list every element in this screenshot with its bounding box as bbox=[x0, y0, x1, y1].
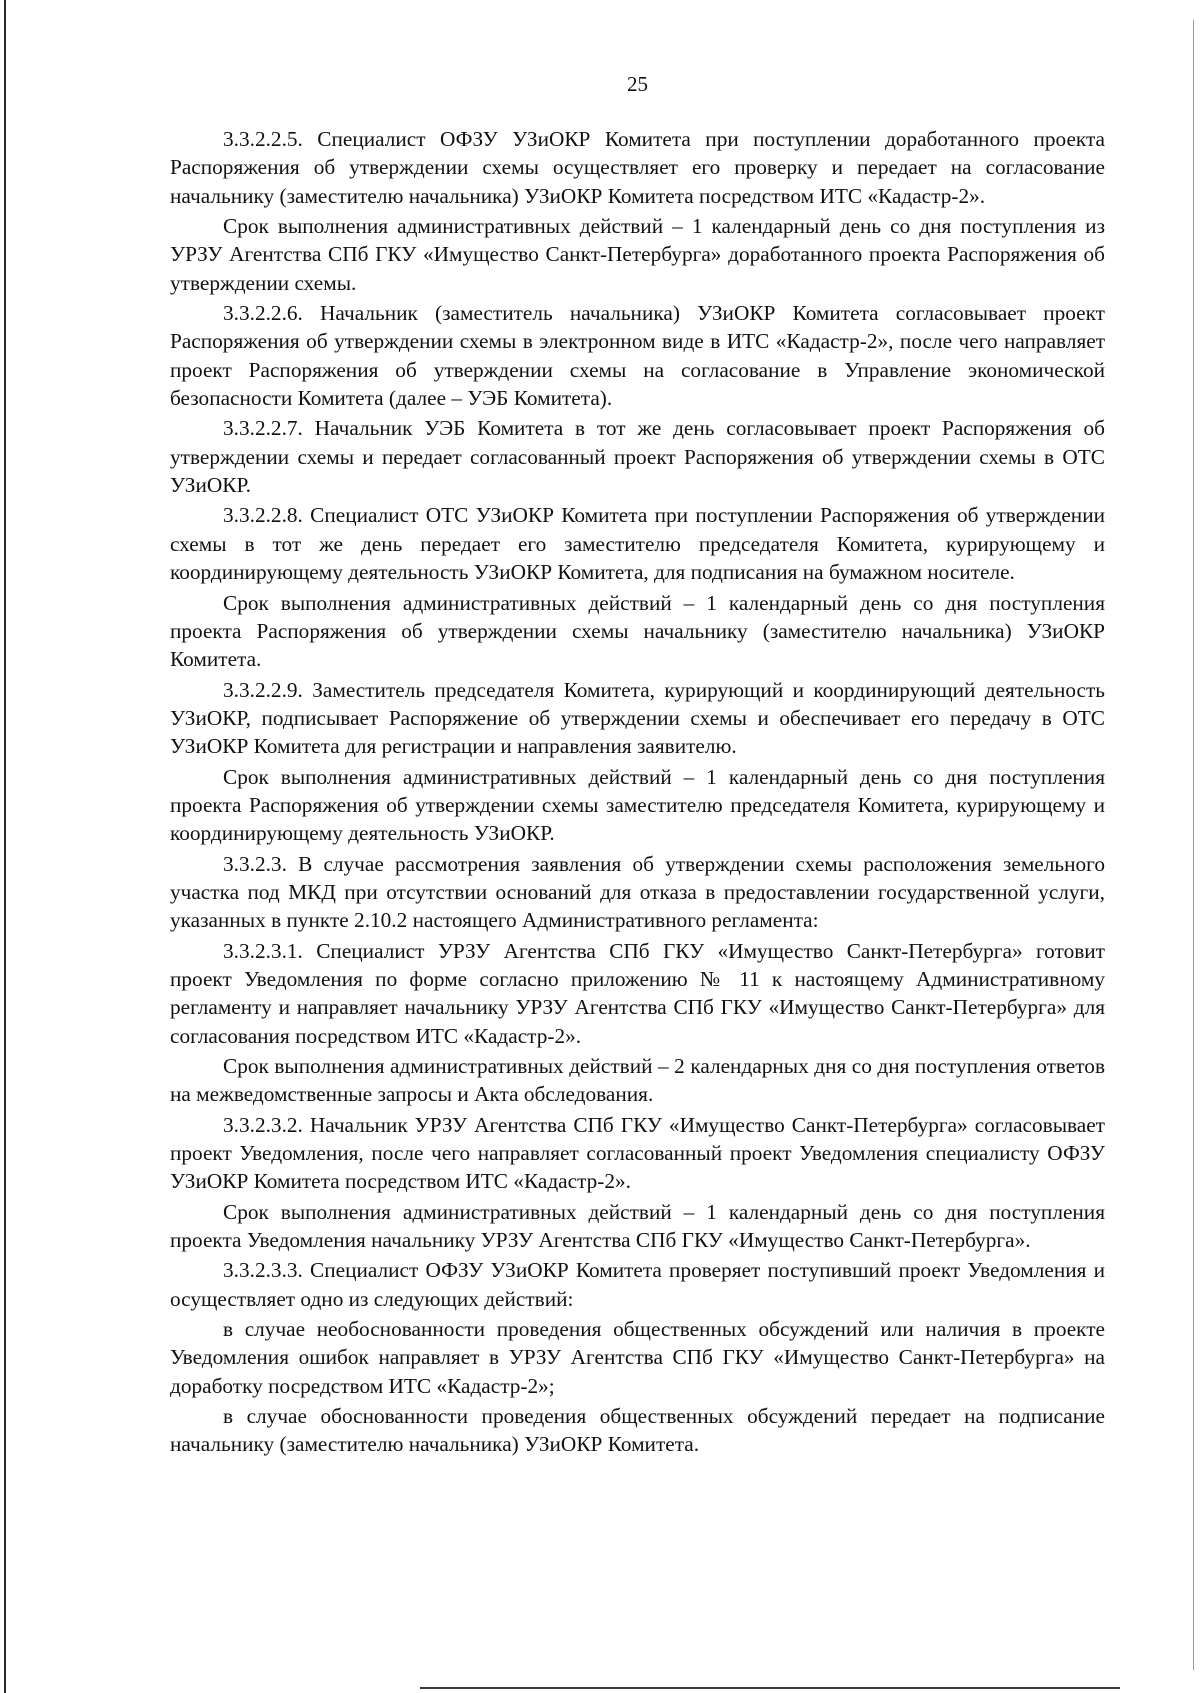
paragraph-3-3-2-3-2: 3.3.2.3.2. Начальник УРЗУ Агентства СПб ГКУ «Имущество Санкт-Петербурга» согласовывает проект Уведомления, после чего направляет согласованный проект Уведомления специалисту ОФЗУ УЗиОКР Комитета посредством ИТС «Кадастр-2». bbox=[170, 1112, 1105, 1194]
paragraph-action-1: в случае необоснованности проведения общественных обсуждений или наличия в проекте Уведомления ошибок направляет в УРЗУ Агентства СПб ГКУ «Имущество Санкт-Петербурга» на доработку посредством ИТС «Кадастр-2»; bbox=[170, 1317, 1105, 1398]
page-number: 25 bbox=[627, 72, 648, 96]
paragraph-deadline-3: Срок выполнения административных действий – 1 календарный день со дня поступления проекта Распоряжения об утверждении схемы заместителю председателя Комитета, курирующему и координирующему деятельность УЗиОКР. bbox=[170, 764, 1105, 846]
paragraph-deadline-1: Срок выполнения административных действий – 1 календарный день со дня поступления из УРЗУ Агентства СПб ГКУ «Имущество Санкт-Петербурга» доработанного проекта Распоряжения об утверждении схемы. bbox=[170, 214, 1105, 295]
paragraph-action-2: в случае обоснованности проведения общественных обсуждений передает на подписание начальнику (заместителю начальника) УЗиОКР Комитета. bbox=[170, 1404, 1105, 1457]
paragraph-3-3-2-3-1: 3.3.2.3.1. Специалист УРЗУ Агентства СПб ГКУ «Имущество Санкт-Петербурга» готовит проект Уведомления по форме согласно приложению № 11 к настоящему Административному регламенту и направляет начальнику УРЗУ Агентства СПб ГКУ «Имущество Санкт-Петербурга» для согласования посредством ИТС «Кадастр-2». bbox=[170, 938, 1105, 1048]
scan-edge-right bbox=[1193, 20, 1194, 1670]
paragraph-3-3-2-2-8: 3.3.2.2.8. Специалист ОТС УЗиОКР Комитета при поступлении Распоряжения об утверждении схемы в тот же день передает его заместителю председателя Комитета, курирующему и координирующему деятельность УЗиОКР Комитета, для подписания на бумажном носителе. bbox=[170, 503, 1105, 585]
paragraph-3-3-2-2-9: 3.3.2.2.9. Заместитель председателя Комитета, курирующий и координирующий деятельность УЗиОКР, подписывает Распоряжение об утверждении схемы и обеспечивает его передачу в ОТС УЗиОКР Комитета для регистрации и направления заявителю. bbox=[170, 677, 1105, 759]
paragraph-3-3-2-3-3: 3.3.2.3.3. Специалист ОФЗУ УЗиОКР Комитета проверяет поступивший проект Уведомления и осуществляет одно из следующих действий: bbox=[170, 1258, 1105, 1311]
paragraph-deadline-4: Срок выполнения административных действий – 2 календарных дня со дня поступления ответов на межведомственные запросы и Акта обследования. bbox=[170, 1054, 1105, 1107]
paragraph-3-3-2-2-7: 3.3.2.2.7. Начальник УЭБ Комитета в тот же день согласовывает проект Распоряжения об утверждении схемы и передает согласованный проект Распоряжения об утверждении схемы в ОТС УЗиОКР. bbox=[170, 416, 1105, 498]
paragraph-deadline-2: Срок выполнения административных действий – 1 календарный день со дня поступления проекта Распоряжения об утверждении схемы начальнику (заместителю начальника) УЗиОКР Комитета. bbox=[170, 590, 1105, 672]
paragraph-3-3-2-3: 3.3.2.3. В случае рассмотрения заявления об утверждении схемы расположения земельного участка под МКД при отсутствии оснований для отказа в предоставлении государственной услуги, указанных в пункте 2.10.2 настоящего Административного регламента: bbox=[170, 851, 1105, 933]
scan-edge-bottom bbox=[420, 1687, 1120, 1689]
paragraph-3-3-2-2-6: 3.3.2.2.6. Начальник (заместитель начальника) УЗиОКР Комитета согласовывает проект Распоряжения об утверждении схемы в электронном виде в ИТС «Кадастр-2», после чего направляет проект Распоряжения об утверждении схемы на согласование в Управление экономической безопасности Комитета (далее – УЭБ Комитета). bbox=[170, 301, 1105, 411]
scan-edge-left bbox=[4, 0, 6, 1693]
document-page bbox=[170, 70, 1105, 1461]
paragraph-deadline-5: Срок выполнения административных действий – 1 календарный день со дня поступления проекта Уведомления начальнику УРЗУ Агентства СПб ГКУ «Имущество Санкт-Петербурга». bbox=[170, 1199, 1105, 1253]
paragraph-3-3-2-2-5: 3.3.2.2.5. Специалист ОФЗУ УЗиОКР Комитета при поступлении доработанного проекта Распоряжения об утверждении схемы осуществляет его проверку и передает на согласование начальнику (заместителю начальника) УЗиОКР Комитета посредством ИТС «Кадастр-2». bbox=[170, 127, 1105, 208]
